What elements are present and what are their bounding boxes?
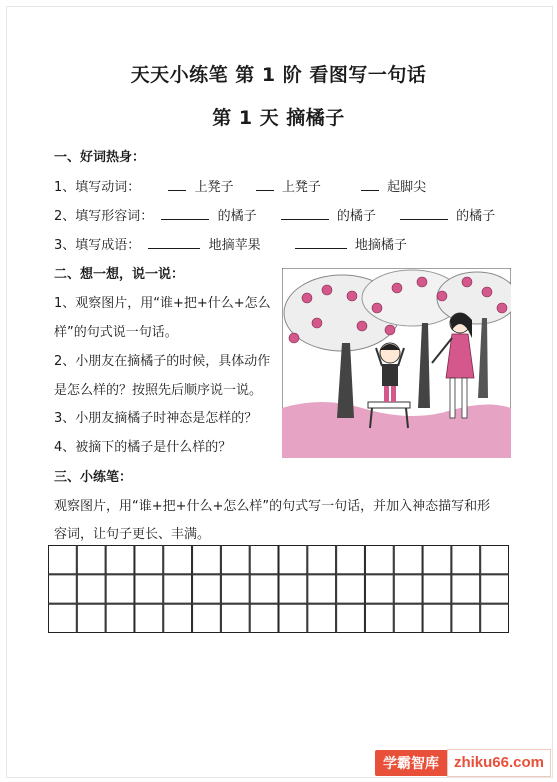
grid-cell[interactable] [221, 546, 249, 574]
grid-cell[interactable] [394, 604, 422, 632]
section1-heading: 一、好词热身： [54, 150, 146, 165]
q1-blank-3[interactable] [361, 178, 379, 191]
grid-cell[interactable] [279, 604, 307, 632]
grid-cell[interactable] [365, 546, 393, 574]
grid-cell[interactable] [164, 575, 192, 603]
grid-cell[interactable] [365, 575, 393, 603]
grid-cell[interactable] [221, 575, 249, 603]
grid-cell[interactable] [106, 575, 134, 603]
grid-cell[interactable] [135, 546, 163, 574]
q2-word-2: 的橘子 [336, 209, 376, 224]
q1-label: 1、填写动词： [54, 180, 141, 195]
grid-cell[interactable] [394, 546, 422, 574]
grid-cell[interactable] [49, 575, 77, 603]
grid-cell[interactable] [337, 546, 365, 574]
grid-cell[interactable] [221, 604, 249, 632]
grid-cell[interactable] [193, 575, 221, 603]
q3-row [54, 234, 407, 253]
grid-cell[interactable] [49, 546, 77, 574]
grid-cell[interactable] [77, 575, 105, 603]
grid-cell[interactable] [135, 604, 163, 632]
grid-cell[interactable] [106, 546, 134, 574]
grid-cell[interactable] [49, 604, 77, 632]
writing-grid[interactable] [48, 545, 509, 633]
grid-cell[interactable] [337, 575, 365, 603]
q2-blank-2[interactable] [281, 207, 329, 220]
section2-line-3: 2、小朋友在摘橘子的时候，具体动作 [54, 354, 271, 369]
grid-cell[interactable] [423, 604, 451, 632]
q3-word-1: 地摘苹果 [208, 238, 261, 253]
grid-cell[interactable] [481, 604, 509, 632]
q3-word-2: 地摘橘子 [354, 238, 407, 253]
grid-cell[interactable] [193, 546, 221, 574]
grid-cell[interactable] [250, 546, 278, 574]
orange-picking-illustration [282, 268, 511, 458]
section3-heading: 三、小练笔： [54, 470, 133, 485]
watermark-brand: 学霸智库 [375, 750, 447, 776]
page-subtitle: 第 1 天 摘橘子 [212, 107, 345, 129]
grid-cell[interactable] [164, 546, 192, 574]
grid-cell[interactable] [193, 604, 221, 632]
grid-cell[interactable] [452, 575, 480, 603]
q1-word-2: 上凳子 [281, 180, 321, 195]
q1-row [54, 176, 426, 195]
grid-cell[interactable] [279, 546, 307, 574]
grid-cell[interactable] [77, 546, 105, 574]
grid-cell[interactable] [423, 546, 451, 574]
site-watermark [375, 750, 551, 776]
grid-cell[interactable] [164, 604, 192, 632]
grid-cell[interactable] [279, 575, 307, 603]
grid-cell[interactable] [365, 604, 393, 632]
section3-line-2: 容词，让句子更长、丰满。 [54, 527, 211, 542]
grid-cell[interactable] [308, 575, 336, 603]
grid-cell[interactable] [250, 575, 278, 603]
section3-line-1: 观察图片，用“谁+把+什么+怎么样”的句式写一句话，并加入神态描写和形 [54, 499, 491, 514]
grid-cell[interactable] [481, 575, 509, 603]
section2-heading: 二、想一想，说一说： [54, 267, 185, 282]
grid-cell[interactable] [135, 575, 163, 603]
q2-blank-3[interactable] [400, 207, 448, 220]
q3-blank-1[interactable] [148, 236, 200, 249]
grid-cell[interactable] [250, 604, 278, 632]
q2-row [54, 205, 495, 224]
q3-label: 3、填写成语： [54, 238, 141, 253]
q1-blank-2[interactable] [256, 178, 274, 191]
grid-cell[interactable] [452, 546, 480, 574]
q2-blank-1[interactable] [161, 207, 209, 220]
grid-cell[interactable] [481, 546, 509, 574]
grid-cell[interactable] [77, 604, 105, 632]
grid-cell[interactable] [106, 604, 134, 632]
grid-cell[interactable] [308, 546, 336, 574]
grid-cell[interactable] [394, 575, 422, 603]
grid-cell[interactable] [337, 604, 365, 632]
q2-label: 2、填写形容词： [54, 209, 154, 224]
section2-line-6: 4、被摘下的橘子是什么样的？ [54, 440, 232, 455]
section2-line-5: 3、小朋友摘橘子时神态是怎样的？ [54, 411, 258, 426]
watermark-url: zhiku66.com [447, 749, 551, 777]
section2-line-1: 1、观察图片，用“谁+把+什么+怎么 [54, 296, 271, 311]
q2-word-3: 的橘子 [456, 209, 496, 224]
page-title: 天天小练笔 第 1 阶 看图写一句话 [130, 64, 427, 86]
section2-line-4: 是怎么样的？按照先后顺序说一说。 [54, 383, 263, 398]
section2-line-2: 样”的句式说一句话。 [54, 325, 178, 340]
grid-cell[interactable] [423, 575, 451, 603]
q1-blank-1[interactable] [168, 178, 186, 191]
q2-word-1: 的橘子 [217, 209, 257, 224]
grid-cell[interactable] [452, 604, 480, 632]
grid-cell[interactable] [308, 604, 336, 632]
q1-word-1: 上凳子 [194, 180, 234, 195]
q3-blank-2[interactable] [295, 236, 347, 249]
q1-word-3: 起脚尖 [387, 180, 427, 195]
